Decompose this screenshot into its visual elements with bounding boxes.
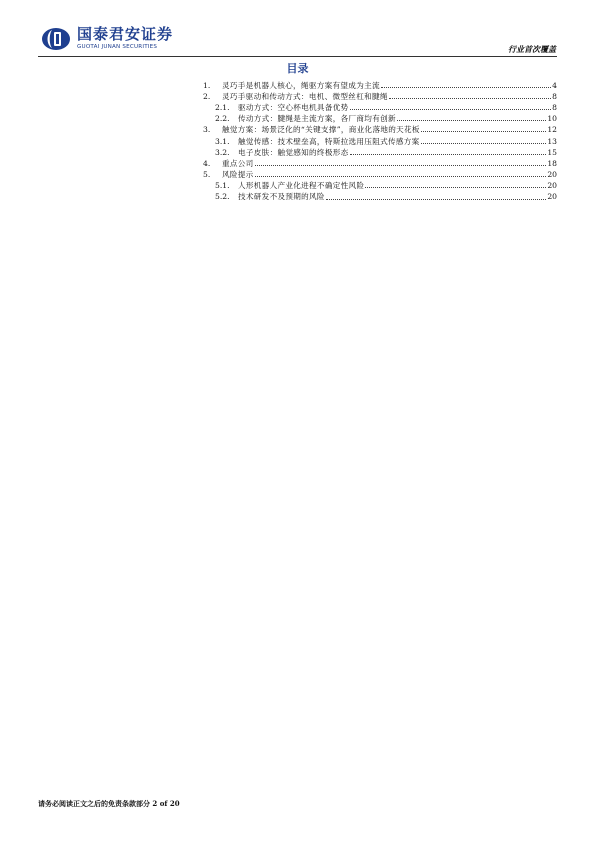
toc-entry-page: 15: [547, 147, 557, 157]
toc-entry[interactable]: [203, 168, 557, 179]
toc-entry-page: 8: [552, 91, 557, 101]
toc-entry-title: 人形机器人产业化进程不确定性风险: [238, 181, 365, 191]
logo-chinese-name: 国泰君安证券: [77, 25, 174, 44]
toc-entry[interactable]: [203, 89, 557, 100]
toc-entry-page: 20: [547, 170, 557, 180]
toc-dot-leader: [350, 109, 552, 110]
toc-entry-page: 20: [547, 192, 557, 202]
toc-entry-title: 触觉传感：技术壁垒高，特斯拉选用压阻式传感方案: [238, 136, 420, 146]
toc-dot-leader: [421, 131, 547, 132]
toc-entry-title: 灵巧手是机器人核心，绳驱方案有望成为主流: [222, 80, 380, 90]
toc-entry[interactable]: [203, 134, 557, 145]
toc-entry-number: 2.1.: [215, 102, 230, 112]
page-footer: 请务必阅读正文之后的免责条款部分 2 of 20: [38, 799, 180, 808]
toc-entry-page: 20: [547, 181, 557, 191]
report-type-label: 行业首次覆盖: [508, 44, 556, 54]
toc-entry[interactable]: [203, 190, 557, 201]
toc-entry-title: 重点公司: [222, 158, 254, 168]
toc-dot-leader: [255, 176, 547, 177]
toc-title: 目录: [286, 62, 309, 75]
toc-dot-leader: [389, 98, 551, 99]
toc-entry-number: 5.1.: [215, 181, 230, 191]
toc-dot-leader: [381, 87, 551, 88]
toc-entry[interactable]: [203, 100, 557, 111]
table-of-contents: [203, 78, 557, 201]
toc-entry-title: 电子皮肤：触觉感知的终极形态: [238, 147, 349, 157]
toc-entry-number: 2.: [203, 91, 211, 101]
toc-entry-page: 12: [547, 125, 557, 135]
logo-english-name: GUOTAI JUNAN SECURITIES: [77, 44, 158, 51]
toc-dot-leader: [397, 120, 546, 121]
toc-entry-title: 灵巧手驱动和传动方式：电机、微型丝杠和腱绳: [222, 91, 388, 101]
logo-emblem-icon: [41, 27, 71, 51]
toc-entry-number: 5.2.: [215, 192, 230, 202]
page-header: [0, 0, 595, 60]
toc-dot-leader: [350, 154, 547, 155]
toc-entry-page: 8: [552, 102, 557, 112]
toc-dot-leader: [255, 165, 547, 166]
toc-dot-leader: [421, 143, 547, 144]
toc-entry-title: 驱动方式：空心杯电机具备优势: [238, 102, 349, 112]
toc-entry[interactable]: [203, 156, 557, 167]
toc-entry-number: 2.2.: [215, 114, 230, 124]
toc-entry[interactable]: [203, 123, 557, 134]
toc-entry-page: 10: [547, 114, 557, 124]
toc-entry[interactable]: [203, 145, 557, 156]
toc-entry-page: 18: [547, 158, 557, 168]
toc-entry-number: 4.: [203, 158, 211, 168]
toc-dot-leader: [326, 199, 546, 200]
toc-entry[interactable]: [203, 78, 557, 89]
toc-entry-page: 4: [552, 80, 557, 90]
toc-entry-number: 3.: [203, 125, 211, 135]
toc-entry[interactable]: [203, 179, 557, 190]
toc-entry-title: 传动方式：腱绳是主流方案，各厂商均有创新: [238, 114, 396, 124]
header-divider: [38, 56, 557, 57]
toc-entry-title: 风险提示: [222, 170, 254, 180]
company-logo: [41, 26, 173, 52]
toc-entry[interactable]: [203, 112, 557, 123]
toc-entry-page: 13: [547, 136, 557, 146]
toc-entry-title: 技术研发不及预期的风险: [238, 192, 325, 202]
toc-entry-number: 1.: [203, 80, 211, 90]
toc-entry-number: 3.1.: [215, 136, 230, 146]
toc-dot-leader: [365, 187, 546, 188]
toc-entry-number: 3.2.: [215, 147, 230, 157]
toc-entry-number: 5.: [203, 170, 211, 180]
toc-entry-title: 触觉方案：场景泛化的“关键支撑”，商业化落地的天花板: [222, 125, 420, 135]
